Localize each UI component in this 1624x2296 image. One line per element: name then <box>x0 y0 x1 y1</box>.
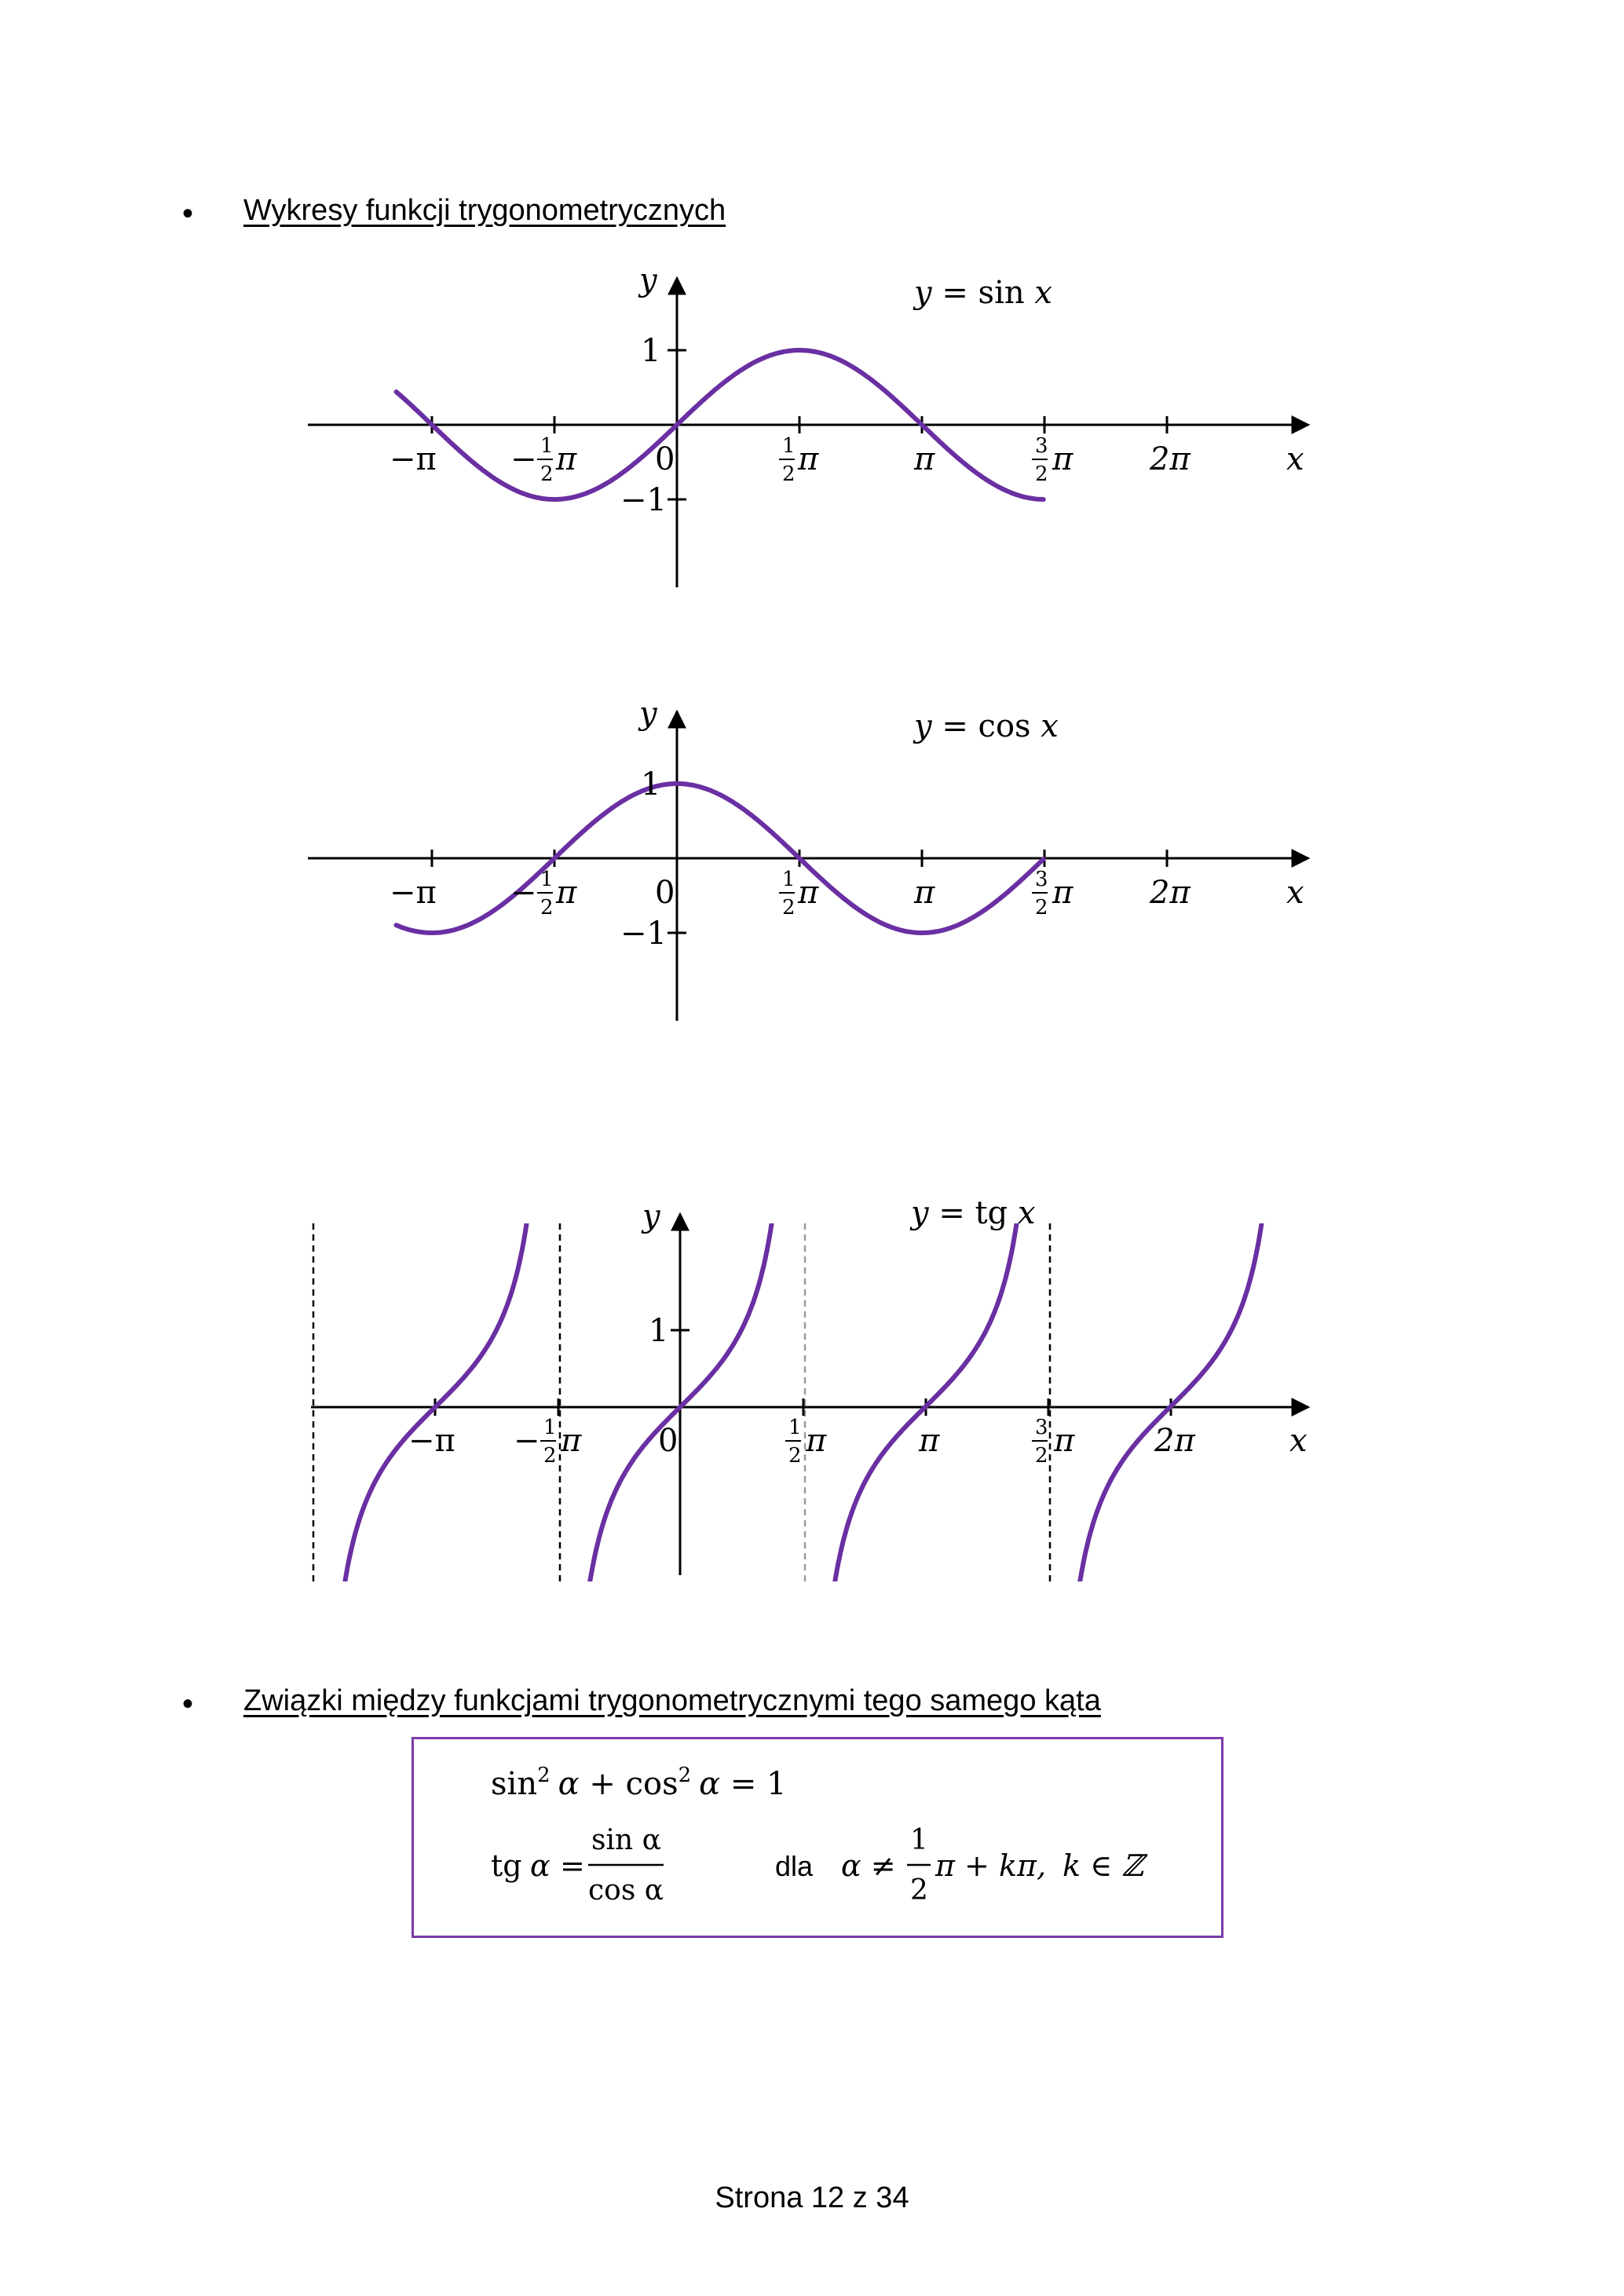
cos-graph <box>0 696 1624 1030</box>
y-tick-minus-1: −1 <box>620 916 667 952</box>
x-tick-two-pi: 2π <box>1150 875 1191 911</box>
svg-text:2: 2 <box>540 896 554 919</box>
y-tick-minus-1: −1 <box>620 482 667 518</box>
x-tick-half-pi <box>779 434 819 486</box>
graph-title: y = sin x <box>914 275 1052 311</box>
svg-text:π: π <box>1054 1423 1075 1459</box>
x-tick-half-pi <box>779 868 819 919</box>
sin-graph <box>0 262 1624 597</box>
svg-text:2: 2 <box>782 462 796 486</box>
svg-text:k ∈ ℤ: k ∈ ℤ <box>1063 1848 1144 1883</box>
svg-text:π: π <box>798 441 819 477</box>
y-axis-label: y <box>642 1198 660 1234</box>
section-heading-graphs: Wykresy funkcji trygonometrycznych <box>243 194 726 227</box>
graph-title: y = cos x <box>914 708 1059 744</box>
x-tick-minus-pi: −π <box>408 1423 455 1459</box>
graph-title: y = tg x <box>911 1195 1036 1231</box>
x-tick-minus-half-pi <box>510 868 577 919</box>
svg-text:π: π <box>1052 441 1074 477</box>
tangent-domain-condition <box>775 1824 1148 1907</box>
svg-text:3: 3 <box>1035 868 1048 891</box>
tg-graph <box>0 1187 1624 1596</box>
pythagorean-identity: $\sin^2 \alpha + \cos^2 \alpha = 1$ <box>491 1764 787 1802</box>
bullet: • <box>182 1687 194 1721</box>
tangent-definition <box>491 1824 664 1907</box>
svg-text:cos α: cos α <box>588 1874 664 1907</box>
y-tick-1: 1 <box>641 333 661 369</box>
svg-text:2: 2 <box>910 1874 928 1907</box>
svg-text:=: = <box>560 1848 585 1883</box>
svg-text:1: 1 <box>782 434 796 458</box>
svg-text:tg: tg <box>491 1848 522 1883</box>
svg-text:2: 2 <box>782 896 796 919</box>
svg-text:π: π <box>556 875 577 911</box>
svg-text:1: 1 <box>540 868 554 891</box>
y-axis-label: y <box>639 262 657 298</box>
svg-text:1: 1 <box>543 1416 557 1439</box>
x-tick-pi: π <box>919 1423 940 1459</box>
svg-text:2: 2 <box>1035 896 1048 919</box>
svg-text:−: − <box>510 441 537 477</box>
x-tick-pi: π <box>914 441 935 477</box>
y-tick-1: 1 <box>641 766 661 803</box>
svg-text:1: 1 <box>540 434 554 458</box>
x-tick-two-pi: 2π <box>1154 1423 1195 1459</box>
svg-text:2: 2 <box>543 1444 557 1468</box>
svg-text:2: 2 <box>788 1444 802 1468</box>
svg-text:2: 2 <box>1035 462 1048 486</box>
svg-text:π: π <box>798 875 819 911</box>
x-tick-zero: 0 <box>655 441 675 477</box>
x-axis-label: x <box>1286 875 1304 911</box>
x-tick-pi: π <box>914 875 935 911</box>
svg-text:3: 3 <box>1035 1416 1048 1439</box>
svg-text:π: π <box>1052 875 1074 911</box>
x-tick-minus-pi: −π <box>390 875 437 911</box>
x-tick-zero: 0 <box>655 875 675 911</box>
bullet: • <box>182 196 194 231</box>
svg-text:2: 2 <box>1035 1444 1048 1468</box>
section-heading-identities: Związki między funkcjami trygonometrycznymi tego samego kąta <box>243 1684 1101 1717</box>
svg-text:π + kπ,: π + kπ, <box>935 1848 1047 1883</box>
identities-box <box>411 1737 1223 1938</box>
y-tick-1: 1 <box>649 1313 669 1349</box>
svg-text:1: 1 <box>782 868 796 891</box>
x-tick-half-pi <box>785 1416 827 1468</box>
svg-text:dla: dla <box>775 1850 814 1882</box>
x-tick-zero: 0 <box>658 1423 678 1459</box>
x-axis-label: x <box>1286 441 1304 477</box>
svg-text:π: π <box>556 441 577 477</box>
svg-text:sin α: sin α <box>591 1824 661 1856</box>
x-tick-three-half-pi <box>1032 1416 1075 1468</box>
svg-text:−: − <box>510 875 537 911</box>
svg-text:α ≠: α ≠ <box>841 1848 896 1883</box>
y-axis-label: y <box>639 696 657 732</box>
svg-text:2: 2 <box>540 462 554 486</box>
svg-text:−: − <box>514 1423 540 1459</box>
x-tick-three-half-pi <box>1032 434 1074 486</box>
x-tick-minus-pi: −π <box>390 441 437 477</box>
svg-text:α: α <box>530 1848 550 1883</box>
x-tick-three-half-pi <box>1032 868 1074 919</box>
x-tick-minus-half-pi <box>510 434 577 486</box>
svg-text:π: π <box>806 1423 827 1459</box>
x-tick-two-pi: 2π <box>1150 441 1191 477</box>
page-footer: Strona 12 z 34 <box>715 2181 909 2214</box>
identities-formulas <box>414 1739 1221 1936</box>
x-tick-minus-half-pi <box>514 1416 582 1468</box>
svg-text:3: 3 <box>1035 434 1048 458</box>
svg-text:π: π <box>561 1423 582 1459</box>
svg-text:1: 1 <box>910 1824 928 1856</box>
x-axis-label: x <box>1289 1423 1308 1459</box>
svg-text:1: 1 <box>788 1416 802 1439</box>
